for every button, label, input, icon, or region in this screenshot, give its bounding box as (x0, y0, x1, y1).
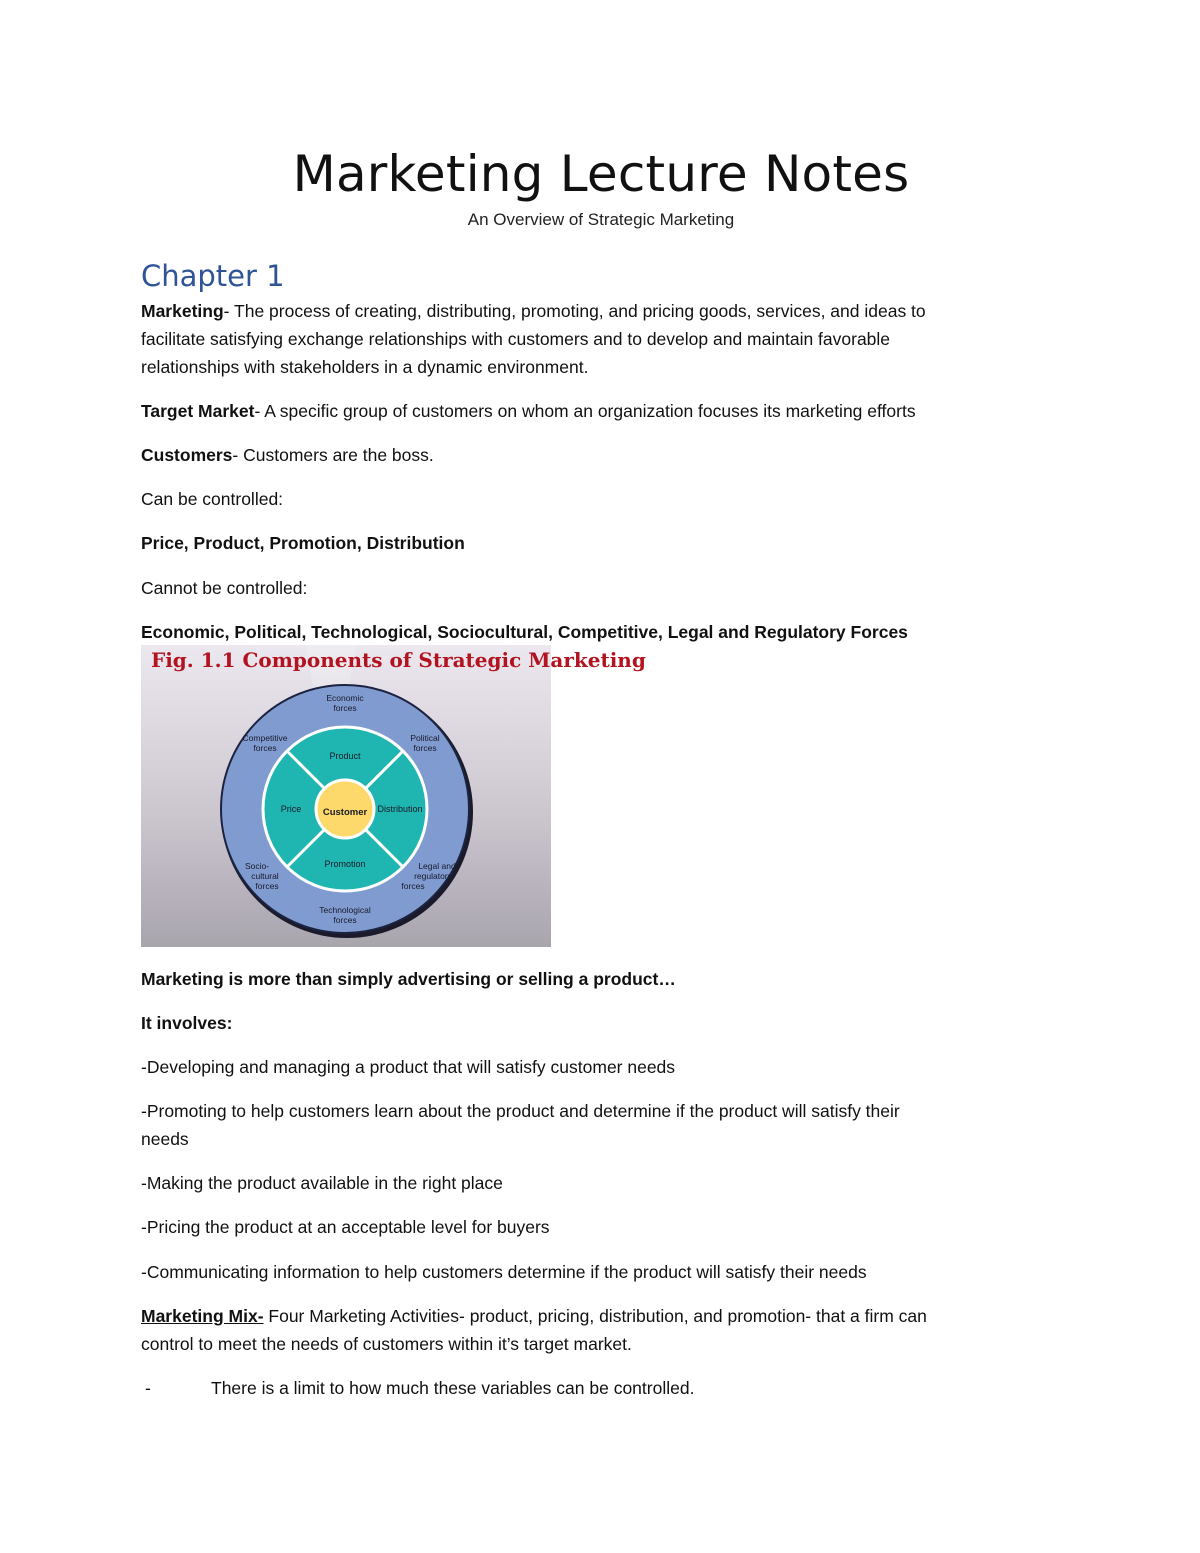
customers-text: - Customers are the boss. (232, 445, 434, 465)
involves-item: -Pricing the product at an acceptable level for buyers (141, 1217, 550, 1237)
involves-item: -Promoting to help customers learn about the product and determine if the product will satisfy their (141, 1101, 900, 1121)
strategic-marketing-figure (141, 645, 646, 947)
uncontrollable-label: Cannot be controlled: (141, 578, 308, 598)
involves-heading: Marketing is more than simply advertising or selling a product… (141, 969, 676, 989)
marketing-def-line1: - The process of creating, distributing, promoting, and pricing goods, services, and ideas to (223, 301, 926, 321)
bullet-text: There is a limit to how much these variables can be controlled. (211, 1378, 695, 1398)
outer-label-competitive: Competitive (242, 733, 288, 743)
outer-label-legal: regulatory (414, 871, 452, 881)
involves-item-continued: needs (141, 1129, 189, 1149)
marketing-term: Marketing (141, 301, 224, 321)
figure-title: Fig. 1.1 Components of Strategic Marketing (151, 648, 646, 672)
target-market-term: Target Market (141, 401, 255, 421)
involves-item: -Communicating information to help customers determine if the product will satisfy their needs (141, 1262, 867, 1282)
marketing-mix-definition (141, 1302, 1041, 1330)
outer-label-sociocultural: cultural (251, 871, 279, 881)
involves-item: -Making the product available in the right place (141, 1173, 503, 1193)
inner-label-distribution: Distribution (377, 804, 423, 814)
controllable-items: Price, Product, Promotion, Distribution (141, 533, 465, 553)
marketing-def-line2: facilitate satisfying exchange relationships with customers and to develop and maintain favorable (141, 329, 891, 349)
outer-label-sociocultural: forces (255, 881, 279, 891)
marketing-mix-term: Marketing Mix- (141, 1306, 264, 1326)
document-title: Marketing Lecture Notes (292, 145, 910, 203)
target-market-text: - A specific group of customers on whom an organization focuses its marketing efforts (254, 401, 916, 421)
outer-label-sociocultural: Socio- (244, 861, 270, 871)
involves-label: It involves: (141, 1013, 233, 1033)
outer-label-technological: forces (333, 915, 357, 925)
components-diagram (141, 645, 551, 947)
outer-label-political: Political (410, 733, 440, 743)
outer-label-legal: forces (401, 881, 425, 891)
customers-definition (141, 441, 1041, 469)
marketing-def-line3: relationships with stakeholders in a dynamic environment. (141, 357, 589, 377)
inner-label-product: Product (329, 751, 361, 761)
marketing-definition (141, 297, 1041, 325)
outer-label-legal: Legal and (418, 861, 456, 871)
outer-label-political: forces (413, 743, 437, 753)
center-label: Customer (322, 807, 368, 818)
inner-label-promotion: Promotion (324, 859, 366, 869)
outer-label-economic: forces (333, 703, 357, 713)
involves-item: -Developing and managing a product that will satisfy customer needs (141, 1057, 676, 1077)
outer-label-competitive: forces (253, 743, 277, 753)
document-subtitle: An Overview of Strategic Marketing (467, 210, 735, 229)
outer-label-technological: Technological (319, 905, 371, 915)
bullet-dash: - (145, 1378, 151, 1398)
uncontrollable-items: Economic, Political, Technological, Sociocultural, Competitive, Legal and Regulatory Forces (141, 622, 908, 642)
inner-label-price: Price (280, 804, 302, 814)
marketing-mix-line2: control to meet the needs of customers within it’s target market. (141, 1334, 632, 1354)
target-market-definition (141, 397, 1041, 425)
customers-term: Customers (141, 445, 233, 465)
outer-label-economic: Economic (326, 693, 364, 703)
chapter-heading: Chapter 1 (141, 259, 285, 293)
controllable-label: Can be controlled: (141, 489, 284, 509)
marketing-mix-line1: Four Marketing Activities- product, pricing, distribution, and promotion- that a firm can (263, 1306, 927, 1326)
